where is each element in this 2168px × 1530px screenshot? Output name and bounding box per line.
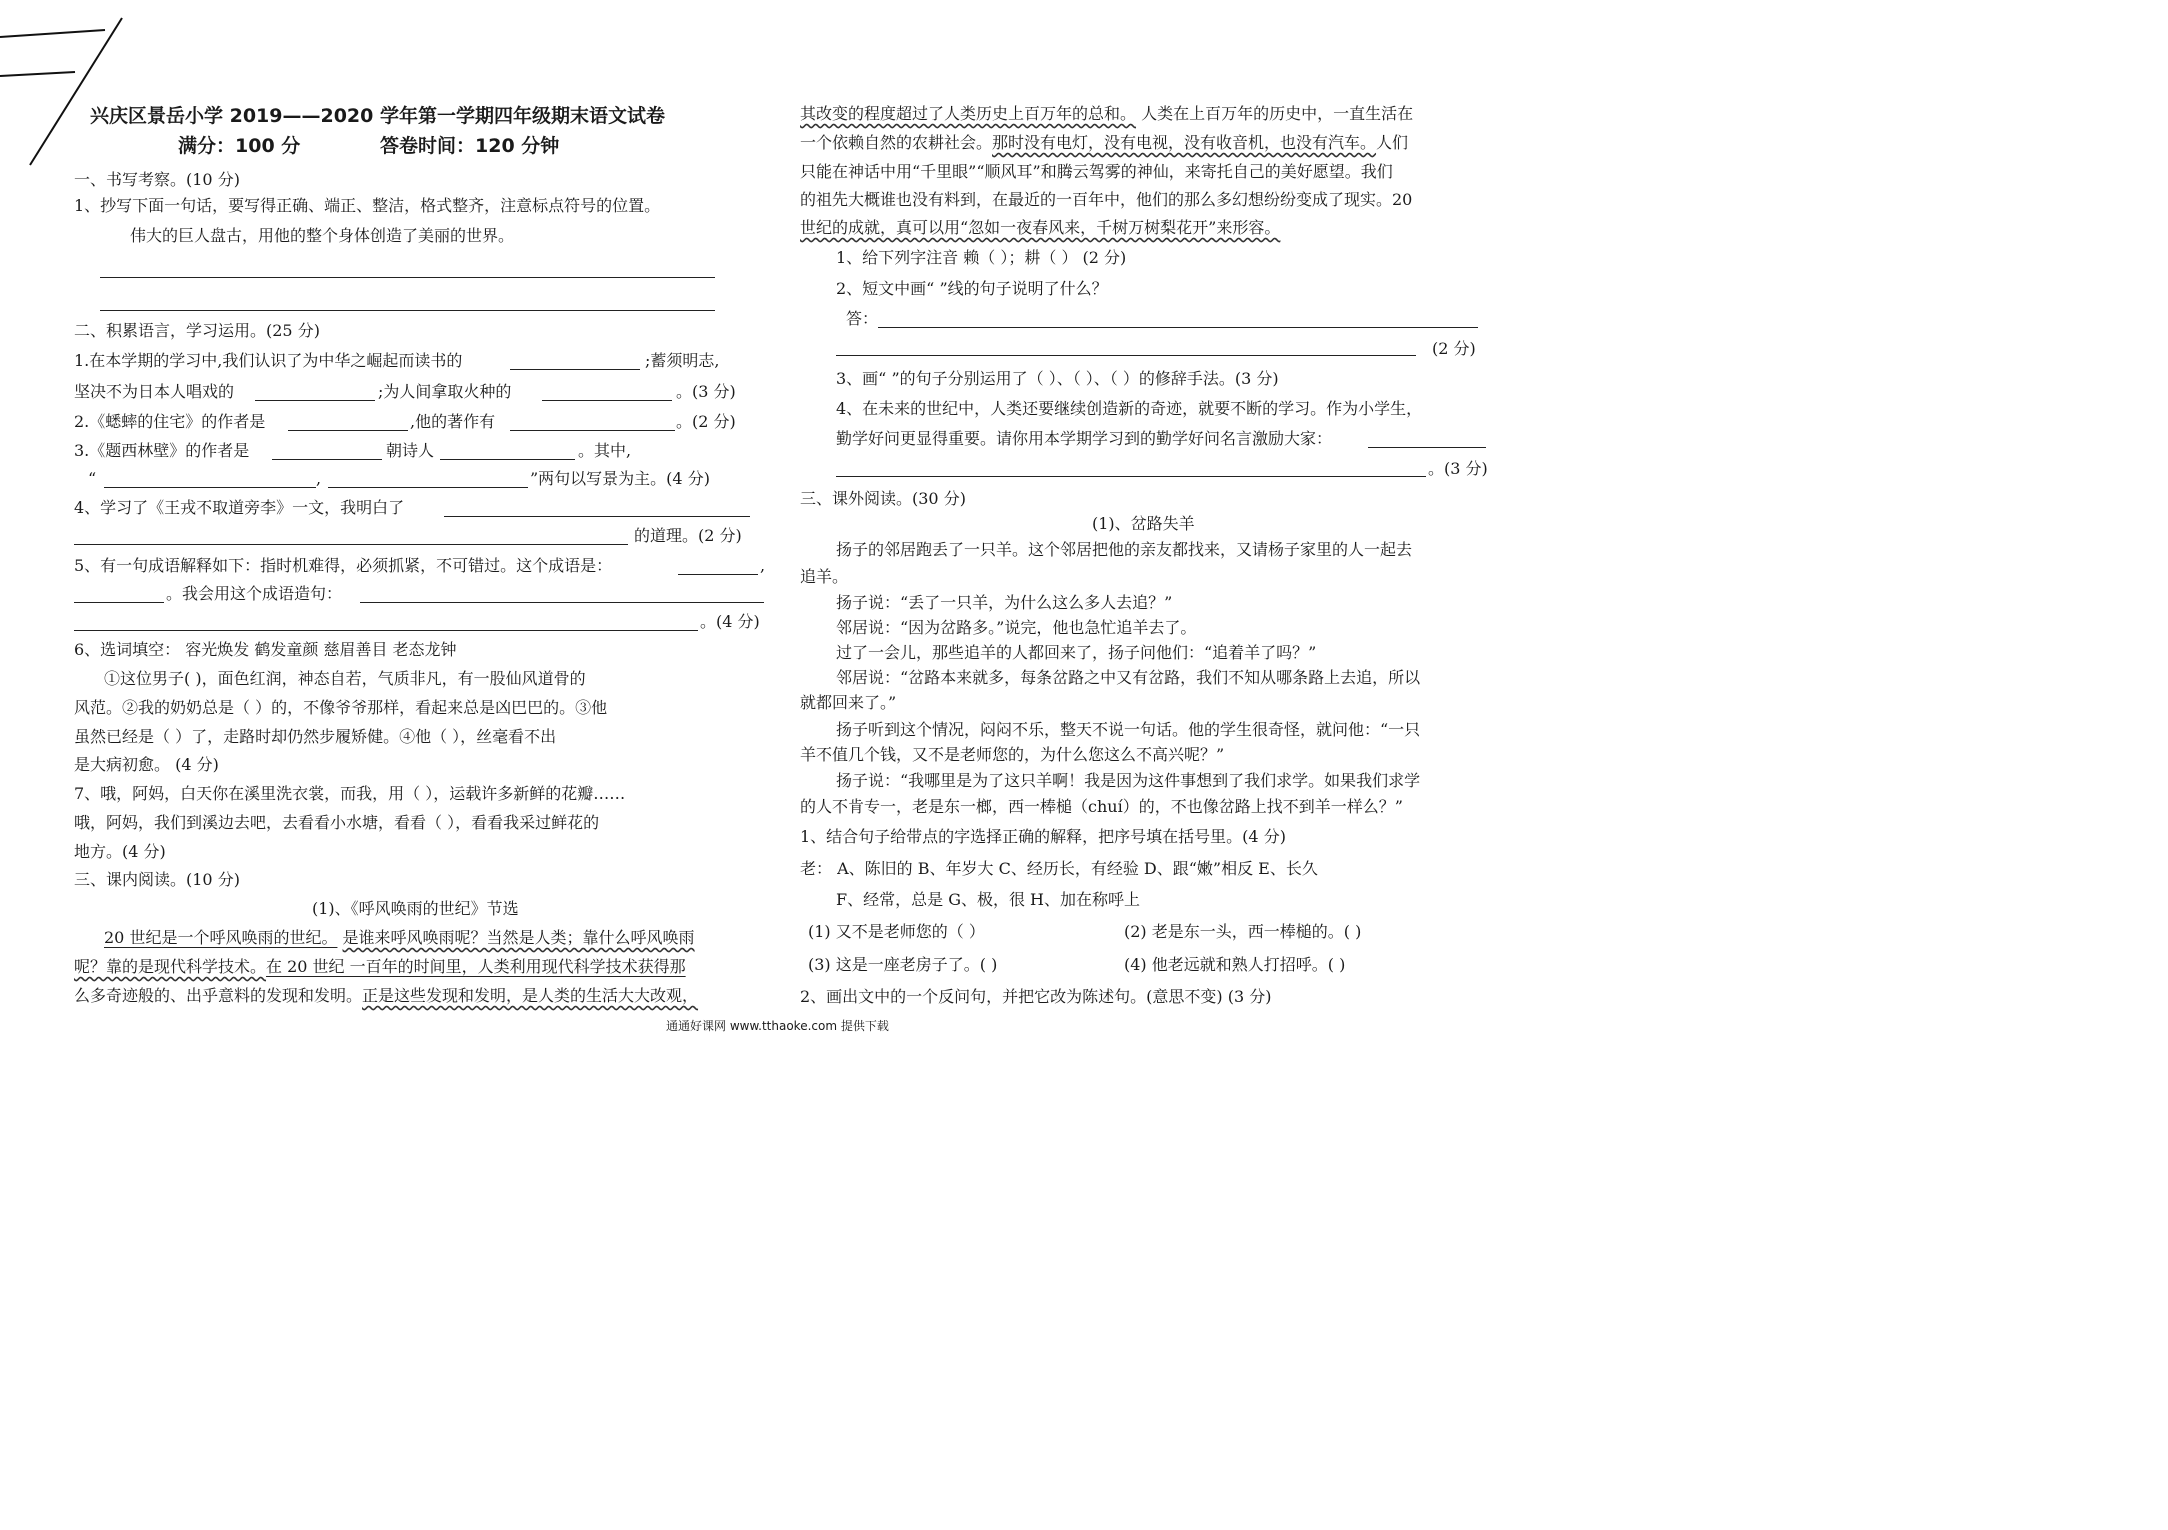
passage-p4: 过了一会儿，那些追羊的人都回来了，扬子问他们：“追着羊了吗？”	[836, 643, 1317, 662]
reading-1-q4a: 4、在未来的世纪中，人类还要继续创造新的奇迹，就要不断的学习。作为小学生，	[836, 399, 1423, 418]
reading-2-q1-s4: (4) 他老远就和熟人打招呼。( )	[1124, 955, 1346, 974]
answer-line[interactable]	[836, 355, 1416, 356]
blank[interactable]	[74, 544, 628, 545]
question-2-3d: “	[88, 469, 97, 488]
blank[interactable]	[510, 430, 675, 431]
blank[interactable]	[440, 459, 575, 460]
question-2-5a: 5、有一句成语解释如下：指时机难得，必须抓紧，不可错过。这个成语是：	[74, 556, 613, 575]
reading-2-q1: 1、结合句子给带点的字选择正确的解释，把序号填在括号里。(4 分)	[800, 827, 1286, 846]
blank[interactable]	[328, 487, 528, 488]
reading-2-q1-options-2: F、经常，总是 G、极，很 H、加在称呼上	[836, 890, 1141, 909]
passage-p1: 扬子的邻居跑丢了一只羊。这个邻居把他的亲友都找来，又请杨子家里的人一起去	[836, 540, 1413, 559]
passage-p6b: 羊不值几个钱，又不是老师您的，为什么您这么不高兴呢？”	[800, 745, 1225, 764]
reading-2-q2: 2、画出文中的一个反问句，并把它改为陈述句。(意思不变) (3 分)	[800, 987, 1272, 1006]
answer-line[interactable]	[100, 277, 715, 278]
answer-line[interactable]	[836, 476, 1426, 477]
reading-1-line-6: 只能在神话中用“千里眼”“顺风耳”和腾云驾雾的神仙，来寄托自己的美好愿望。我们	[800, 162, 1393, 181]
question-2-3f: ”两句以写景为主。(4 分)	[530, 469, 710, 488]
reading-2-title: (1)、岔路失羊	[1092, 514, 1195, 533]
reading-2-q1-options-1: 老： A、陈旧的 B、年岁大 C、经历长，有经验 D、跟“嫩”相反 E、长久	[800, 859, 1318, 878]
answer-line[interactable]	[1368, 447, 1486, 448]
blank[interactable]	[678, 574, 758, 575]
reading-1-line-8: 世纪的成就，真可以用“忽如一夜春风来，千树万树梨花开”来形容。	[800, 218, 1281, 237]
passage-p5b: 就都回来了。”	[800, 693, 897, 712]
passage-p6: 扬子听到这个情况，闷闷不乐，整天不说一句话。他的学生很奇怪，就问他：“一只	[836, 720, 1421, 739]
reading-2-q1-s3: (3) 这是一座老房子了。( )	[808, 955, 998, 974]
exam-title: 兴庆区景岳小学 2019——2020 学年第一学期四年级期末语文试卷	[90, 105, 665, 127]
question-2-6b: ①这位男子( )，面色红润，神态自若，气质非凡，有一股仙风道骨的	[104, 669, 586, 688]
reading-1-line-1: 20 世纪是一个呼风唤雨的世纪。 是谁来呼风唤雨呢？当然是人类；靠什么呼风唤雨	[104, 928, 695, 947]
reading-1-q3: 3、画“ ”的句子分别运用了（ ）、（ ）、（ ）的修辞手法。(3 分)	[836, 369, 1279, 388]
answer-line[interactable]	[100, 310, 715, 311]
question-2-3c: 。其中,	[578, 441, 632, 460]
reading-1-line-7: 的祖先大概谁也没有料到，在最近的一百年中，他们的那么多幻想纷纷变成了现实。20	[800, 190, 1413, 209]
answer-line[interactable]	[878, 327, 1478, 328]
passage-p7: 扬子说：“我哪里是为了这只羊啊！我是因为这件事想到了我们求学。如果我们求学	[836, 771, 1421, 790]
reading-1-line-2: 呢？靠的是现代科学技术。在 20 世纪 一百年的时间里，人类利用现代科学技术获得那	[74, 957, 686, 976]
blank[interactable]	[542, 400, 672, 401]
question-2-7a: 7、哦，阿妈，白天你在溪里洗衣裳，而我，用（ ），运载许多新鲜的花瓣……	[74, 784, 626, 803]
reading-1-q2-score: (2 分)	[1432, 339, 1476, 358]
question-2-5b: ,	[760, 556, 766, 575]
question-2-6c: 风范。②我的奶奶总是（ ）的，不像爷爷那样，看起来总是凶巴巴的。③他	[74, 698, 608, 717]
reading-1-title: (1)、《呼风唤雨的世纪》节选	[312, 899, 519, 918]
full-score: 满分：100 分	[178, 135, 301, 157]
section-1-heading: 一、书写考察。(10 分)	[74, 170, 240, 189]
section-3-heading: 三、课内阅读。(10 分)	[74, 870, 240, 889]
question-2-6a: 6、选词填空： 容光焕发 鹤发童颜 慈眉善目 老态龙钟	[74, 640, 457, 659]
question-2-1a: 1.在本学期的学习中,我们认识了为中华之崛起而读书的	[74, 351, 463, 370]
reading-1-q4-score: 。(3 分)	[1428, 459, 1488, 478]
reading-1-line-5: 一个依赖自然的农耕社会。那时没有电灯，没有电视，没有收音机，也没有汽车。人们	[800, 133, 1409, 152]
footer-source: 通通好课网 www.tthaoke.com 提供下载	[666, 1019, 889, 1033]
reading-2-q1-s2: (2) 老是东一头，西一棒槌的。( )	[1124, 922, 1362, 941]
question-2-3a: 3.《题西林壁》的作者是	[74, 441, 250, 460]
passage-p3: 邻居说：“因为岔路多。”说完，他也急忙追羊去了。	[836, 618, 1197, 637]
question-2-1d: ;为人间拿取火种的	[378, 382, 512, 401]
question-2-2b: ,他的著作有	[410, 412, 496, 431]
question-2-1b: ;蓄须明志,	[645, 351, 720, 370]
answer-label: 答：	[846, 309, 879, 328]
question-2-3b: 朝诗人	[386, 441, 435, 460]
blank[interactable]	[444, 516, 750, 517]
question-1-1: 1、抄写下面一句话，要写得正确、端正、整洁，格式整齐，注意标点符号的位置。	[74, 196, 661, 215]
question-2-4a: 4、学习了《王戎不取道旁李》一文，我明白了	[74, 498, 405, 517]
reading-1-q1: 1、给下列字注音 赖（ ）；耕（ ） (2 分)	[836, 248, 1127, 267]
reading-1-q4b: 勤学好问更显得重要。请你用本学期学习到的勤学好问名言激励大家：	[836, 429, 1333, 448]
corner-marks	[0, 0, 130, 170]
blank[interactable]	[288, 430, 408, 431]
passage-p1b: 追羊。	[800, 567, 849, 586]
blank[interactable]	[74, 602, 164, 603]
question-2-2c: 。(2 分)	[676, 412, 736, 431]
question-2-5d: 。(4 分)	[700, 612, 760, 631]
blank[interactable]	[104, 487, 316, 488]
blank[interactable]	[360, 602, 764, 603]
reading-1-line-4: 其改变的程度超过了人类历史上百万年的总和。 人类在上百万年的历史中，一直生活在	[800, 104, 1414, 123]
copy-sentence: 伟大的巨人盘古，用他的整个身体创造了美丽的世界。	[130, 226, 515, 245]
exam-time: 答卷时间：120 分钟	[380, 135, 560, 157]
section-2-heading: 二、积累语言，学习运用。(25 分)	[74, 321, 320, 340]
blank[interactable]	[74, 630, 698, 631]
blank[interactable]	[255, 400, 375, 401]
question-2-6d: 虽然已经是（ ）了，走路时却仍然步履矫健。④他（ ），丝毫看不出	[74, 727, 557, 746]
question-2-5c: 。我会用这个成语造句：	[166, 584, 343, 603]
question-2-4b: 的道理。(2 分)	[634, 526, 742, 545]
reading-1-q2: 2、短文中画“ ”线的句子说明了什么？	[836, 279, 1108, 298]
question-2-1c: 坚决不为日本人唱戏的	[74, 382, 235, 401]
blank[interactable]	[272, 459, 382, 460]
reading-1-line-3: 么多奇迹般的、出乎意料的发现和发明。正是这些发现和发明，是人类的生活大大改观，	[74, 986, 699, 1005]
blank[interactable]	[510, 369, 640, 370]
section-3b-heading: 三、课外阅读。(30 分)	[800, 489, 966, 508]
reading-2-q1-s1: (1) 又不是老师您的（ ）	[808, 922, 985, 941]
question-2-3e: ,	[316, 469, 322, 488]
question-2-7b: 哦，阿妈，我们到溪边去吧，去看看小水塘，看看（ ），看看我采过鲜花的	[74, 813, 600, 832]
question-2-7c: 地方。(4 分)	[74, 842, 166, 861]
passage-p5: 邻居说：“岔路本来就多，每条岔路之中又有岔路，我们不知从哪条路上去追，所以	[836, 668, 1421, 687]
question-2-1e: 。(3 分)	[676, 382, 736, 401]
question-2-6e: 是大病初愈。 (4 分)	[74, 755, 219, 774]
passage-p7b: 的人不肯专一，老是东一榔，西一棒槌（chuí）的，不也像岔路上找不到羊一样么？”	[800, 797, 1403, 816]
question-2-2a: 2.《蟋蟀的住宅》的作者是	[74, 412, 266, 431]
passage-p2: 扬子说：“丢了一只羊，为什么这么多人去追？”	[836, 593, 1173, 612]
